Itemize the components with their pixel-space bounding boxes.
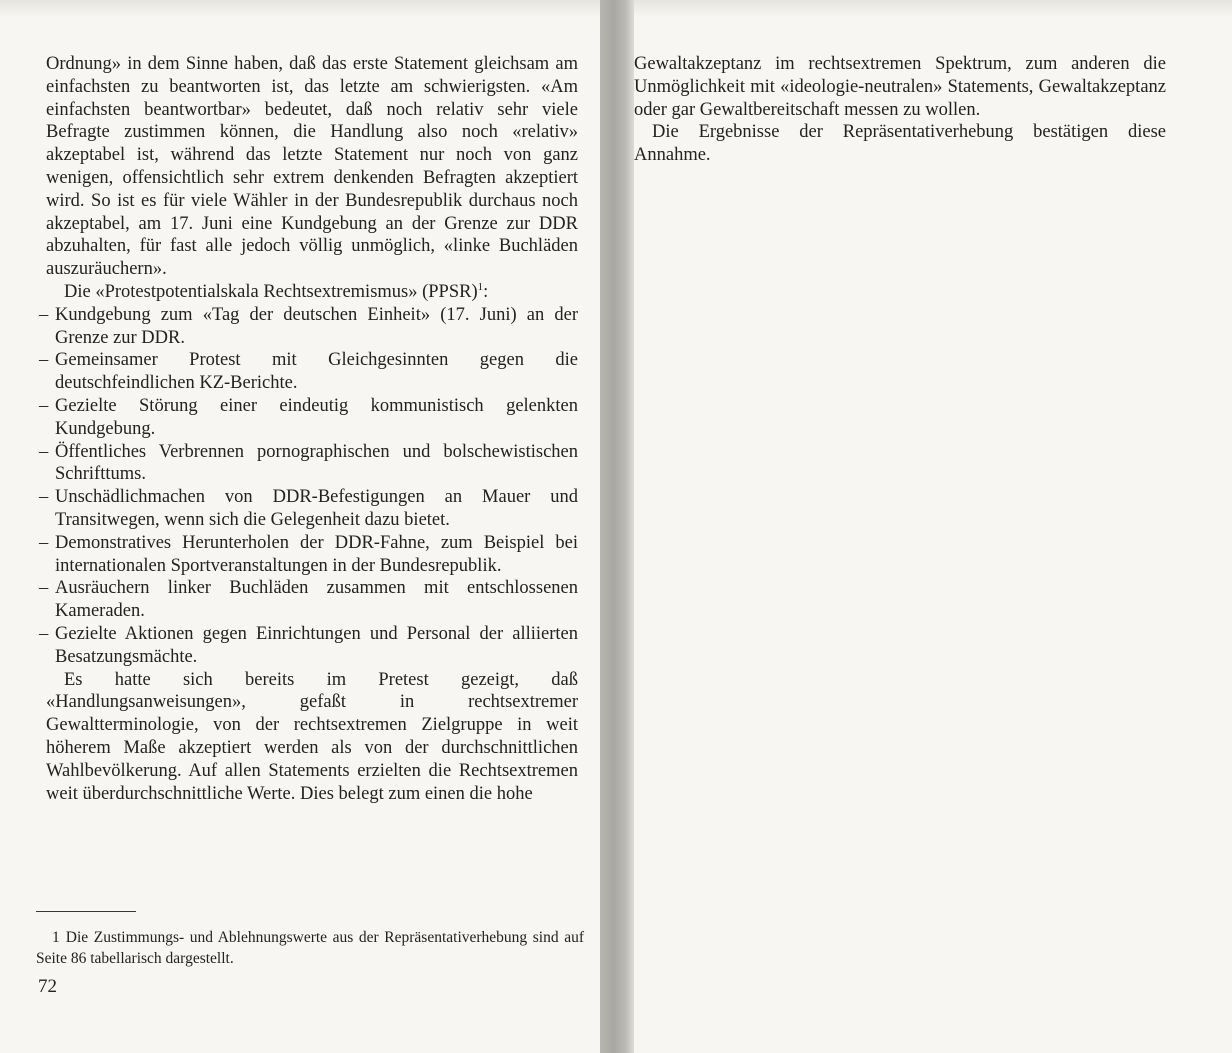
list-item <box>39 623 578 669</box>
footnote-text: Die Zustimmungs- und Ablehnungswerte aus der Repräsentativerhebung sind auf Seite 86 tabellarisch dargestellt. <box>36 929 584 967</box>
list-dash: – <box>39 623 49 644</box>
list-item-text: Gezielte Aktionen gegen Einrichtungen und Personal der alliierten Besatzungsmächte. <box>55 623 578 667</box>
list-item <box>39 304 578 350</box>
page-number: 72 <box>38 976 57 997</box>
list-dash: – <box>39 350 49 371</box>
scale-item-list <box>39 304 578 669</box>
list-item-text: Gemeinsamer Protest mit Gleichgesinnten gegen die deutschfeindlichen KZ-Berichte. <box>55 350 578 394</box>
list-item <box>39 577 578 623</box>
left-page <box>0 0 600 1053</box>
scale-intro-colon: : <box>483 281 489 302</box>
right-paragraph-1: Gewaltakzeptanz im rechtsextremen Spektrum, zum anderen die Unmöglichkeit mit «ideologie-neutralen» Statements, Gewaltakzeptanz oder gar Gewaltbereitschaft messen zu wollen. <box>634 54 1166 120</box>
list-item <box>39 395 578 441</box>
list-item-text: Öffentliches Verbrennen pornographischen und bolschewistischen Schrifttums. <box>55 441 578 485</box>
list-item-text: Kundgebung zum «Tag der deutschen Einheit» (17. Juni) an der Grenze zur DDR. <box>55 304 578 348</box>
book-gutter <box>600 0 634 1053</box>
footnote-reference: 1 <box>477 280 484 293</box>
list-item-text: Demonstratives Herunterholen der DDR-Fahne, zum Beispiel bei internationalen Sportveranstaltungen in der Bundesrepublik. <box>55 532 578 576</box>
list-item-text: Ausräuchern linker Buchläden zusammen mit entschlossenen Kameraden. <box>55 578 578 622</box>
right-page-body <box>634 53 1166 167</box>
list-dash: – <box>39 304 49 325</box>
list-item <box>39 349 578 395</box>
list-dash: – <box>39 487 49 508</box>
scale-intro-text: Die «Protestpotentialskala Rechtsextremismus» (PPSR) <box>64 281 478 302</box>
list-item <box>39 441 578 487</box>
list-dash: – <box>39 532 49 553</box>
list-item <box>39 486 578 532</box>
footnote-number: 1 <box>52 929 60 946</box>
left-paragraph-2: Es hatte sich bereits im Pretest gezeigt, daß «Handlungsanweisungen», gefaßt in rechtsextremer Gewaltterminologie, von der rechtsextremen Zielgruppe in weit höherem Maße akzeptiert werden als von der durchschnittlichen Wahlbevölkerung. Auf allen Statements erzielten die Rechtsextremen weit überdurchschnittliche Werte. Dies belegt zum einen die hohe <box>46 669 578 804</box>
footnote-divider <box>36 911 136 912</box>
footnote <box>36 927 584 969</box>
list-item <box>39 532 578 578</box>
list-dash: – <box>39 441 49 462</box>
left-page-body <box>39 53 578 805</box>
right-page <box>634 0 1232 1053</box>
list-dash: – <box>39 395 49 416</box>
scale-intro <box>46 281 578 304</box>
right-paragraph-2: Die Ergebnisse der Repräsentativerhebung bestätigen diese Annahme. <box>634 122 1166 166</box>
list-item-text: Unschädlichmachen von DDR-Befestigungen an Mauer und Transitwegen, wenn sich die Gelegenheit dazu bietet. <box>55 487 578 530</box>
list-dash: – <box>39 578 49 599</box>
left-paragraph-1: Ordnung» in dem Sinne haben, daß das erste Statement gleichsam am einfachsten zu beantworten ist, das letzte am schwierigsten. «Am einfachsten beantwortbar» bedeutet, daß noch relativ sehr viele Befragte zustimmen können, die Handlung also noch «relativ» akzeptabel ist, während das letzte Statement nur noch von ganz wenigen, offensichtlich sehr extrem denkenden Befragten akzeptiert wird. So ist es für viele Wähler in der Bundesrepublik durchaus noch akzeptabel, am 17. Juni eine Kundgebung an der Grenze zur DDR abzuhalten, für fast alle jedoch völlig unmöglich, «linke Buchläden auszuräuchern». <box>46 54 578 280</box>
list-item-text: Gezielte Störung einer eindeutig kommunistisch gelenkten Kundgebung. <box>55 395 578 439</box>
